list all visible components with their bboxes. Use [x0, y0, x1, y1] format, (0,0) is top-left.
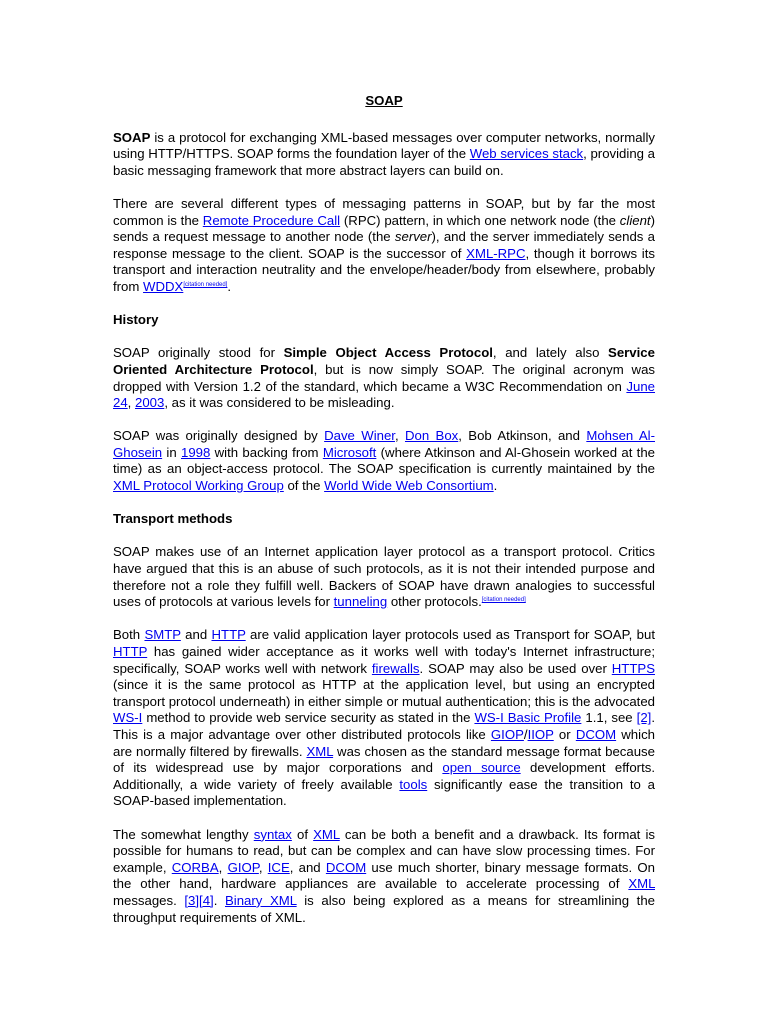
link-xml[interactable]: XML: [306, 743, 334, 759]
intro-paragraph: SOAP is a protocol for exchanging XML-based messages over computer networks, normally using HTTP/HTTPS. SOAP forms the foundation layer of the Web services stack, providing a basic messaging framework that more abstract layers can build on.: [113, 129, 655, 178]
transport-paragraph-1: SOAP makes use of an Internet application layer protocol as a transport protocol. Critics have argued that this is an abuse of such protocols, as it is not their intended purpose and therefore not a role they fulfill well. Backers of SOAP have drawn analogies to successful uses of protocols at various levels for tunneling other protocols.[citation needed]: [113, 544, 655, 610]
link-ref-3-4[interactable]: [3][4]: [184, 892, 214, 908]
link-remote-procedure-call[interactable]: Remote Procedure Call: [202, 212, 341, 228]
link-ws-i-basic-profile[interactable]: WS-I Basic Profile: [474, 710, 582, 726]
link-world-wide-web-consortium[interactable]: World Wide Web Consortium: [324, 478, 494, 494]
link-open-source[interactable]: open source: [442, 760, 521, 776]
term-client: client: [619, 212, 651, 228]
link-dcom[interactable]: DCOM: [575, 726, 617, 742]
link-iiop[interactable]: IIOP: [527, 726, 554, 742]
citation-needed: [482, 597, 526, 603]
page-title: SOAP: [365, 93, 403, 108]
link-dcom[interactable]: DCOM: [325, 859, 367, 875]
link-mohsen-al-ghosein[interactable]: Mohsen Al-Ghosein: [113, 428, 655, 460]
link-smtp[interactable]: SMTP: [144, 627, 181, 643]
link-https[interactable]: HTTPS: [611, 660, 655, 676]
link-tunneling[interactable]: tunneling: [333, 594, 388, 610]
citation-needed: [183, 282, 227, 288]
link-wddx[interactable]: WDDX: [143, 278, 184, 294]
link-ice[interactable]: ICE: [267, 859, 290, 875]
link-http[interactable]: HTTP: [211, 627, 246, 643]
citation-needed-link[interactable]: [citation needed]: [183, 281, 228, 288]
intro-term: SOAP: [113, 129, 151, 145]
link-corba[interactable]: CORBA: [171, 859, 219, 875]
link-giop[interactable]: GIOP: [227, 859, 259, 875]
link-web-services-stack[interactable]: Web services stack: [469, 146, 584, 162]
link-giop[interactable]: GIOP: [490, 726, 524, 742]
link-tools[interactable]: tools: [399, 776, 428, 792]
link-june-24[interactable]: June 24: [113, 378, 655, 411]
link-don-box[interactable]: Don Box: [404, 428, 459, 444]
link-xml-protocol-working-group[interactable]: XML Protocol Working Group: [113, 478, 284, 494]
patterns-paragraph: There are several different types of messaging patterns in SOAP, but by far the most common is the Remote Procedure Call (RPC) pattern, in which one network node (the client) sends a request message to another node (the server), and the server immediately sends a response message to the client. SOAP is the successor of XML-RPC, though it borrows its transport and interaction neutrality and the envelope/header/body from elsewhere, probably from WDDX[citation needed].: [113, 195, 655, 294]
link-http[interactable]: HTTP: [113, 644, 148, 659]
history-paragraph-2: SOAP was originally designed by Dave Winer, Don Box, Bob Atkinson, and Mohsen Al-Ghosein in 1998 with backing from Microsoft (where Atkinson and Al-Ghosein worked at the time) as an object-access protocol. The SOAP specification is currently maintained by the XML Protocol Working Group of the World Wide Web Consortium.: [113, 428, 655, 494]
link-syntax[interactable]: syntax: [253, 826, 292, 842]
transport-paragraph-3: The somewhat lengthy syntax of XML can be both a benefit and a drawback. Its format is possible for humans to read, but can be complex and can have slow processing times. For example, CORBA, GIOP, ICE, and DCOM use much shorter, binary message formats. On the other hand, hardware appliances are available to accelerate processing of XML messages. [3][4]. Binary XML is also being explored as a means for streamlining the throughput requirements of XML.: [113, 826, 656, 925]
document-page: [113, 93, 655, 943]
link-microsoft[interactable]: Microsoft: [322, 444, 377, 460]
heading-transport-methods: Transport methods: [113, 511, 233, 527]
link-dave-winer[interactable]: Dave Winer: [324, 428, 395, 444]
link-2003[interactable]: 2003: [135, 395, 165, 411]
history-paragraph-1: SOAP originally stood for Simple Object Access Protocol, and lately also Service Oriented Architecture Protocol, but is now simply SOAP. The original acronym was dropped with Version 1.2 of the standard, which became a W3C Recommendation on June 24, 2003, as it was considered to be misleading.: [113, 345, 655, 411]
citation-needed-link[interactable]: [citation needed]: [481, 597, 526, 604]
link-xml[interactable]: XML: [313, 826, 340, 842]
link-binary-xml[interactable]: Binary XML: [225, 892, 297, 908]
term-server: server: [394, 229, 432, 245]
link-1998[interactable]: 1998: [181, 444, 211, 460]
link-xml[interactable]: XML: [628, 876, 655, 892]
link-ref-2[interactable]: [2]: [636, 710, 652, 726]
link-firewalls[interactable]: firewalls: [371, 660, 420, 676]
link-ws-i[interactable]: WS-I: [113, 710, 143, 726]
transport-paragraph-2: Both SMTP and HTTP are valid application layer protocols used as Transport for SOAP, but HTTP has gained wider acceptance as it works well with today's Internet infrastructure; specifically, SOAP works well with network firewalls. SOAP may also be used over HTTPS (since it is the same protocol as HTTP at the application level, but using an encrypted transport protocol underneath) in either simple or mutual authentication; this is the advocated WS-I method to provide web service security as stated in the WS-I Basic Profile 1.1, see [2]. This is a major advantage over other distributed protocols like GIOP/IIOP or DCOM which are normally filtered by firewalls. XML was chosen as the standard message format because of its widespread use by major corporations and open source development efforts. Additionally, a wide variety of freely available tools significantly ease the transition to a SOAP-based implementation.: [113, 627, 656, 809]
link-xml-rpc[interactable]: XML-RPC: [466, 245, 526, 261]
heading-history: History: [113, 312, 159, 328]
